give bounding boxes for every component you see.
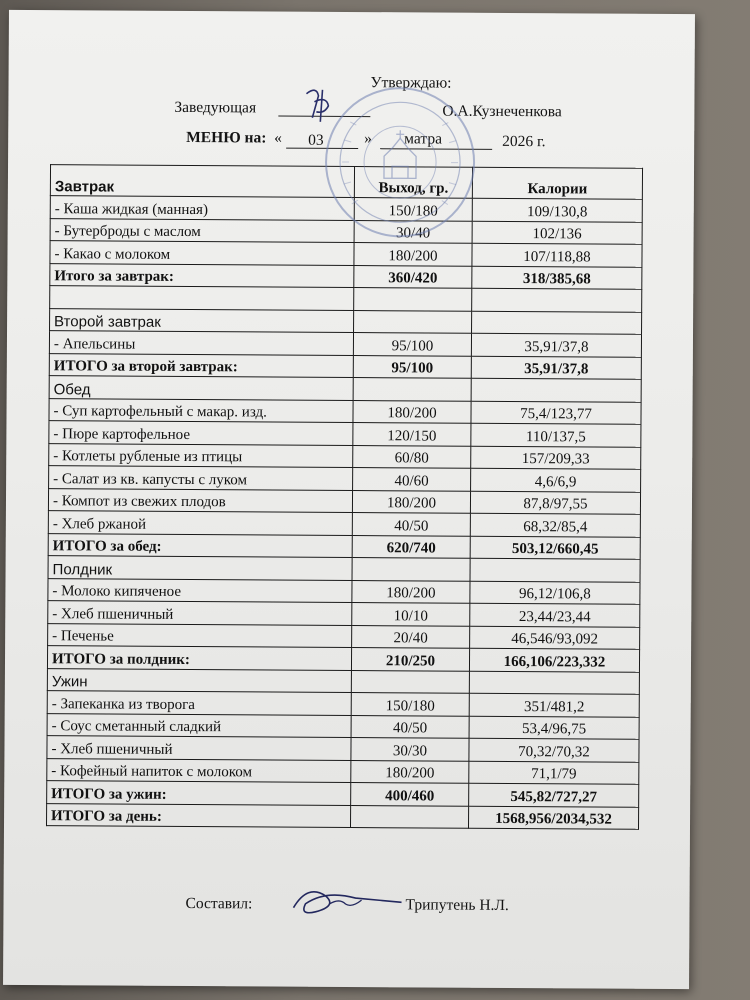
- calories-cell: 71,1/79: [469, 761, 639, 785]
- dish-name: - Пюре картофельное: [49, 421, 353, 445]
- head-label: Заведующая: [174, 98, 257, 117]
- dish-name: ИТОГО за ужин:: [47, 781, 351, 805]
- calories-cell: 110/137,5: [471, 423, 641, 447]
- calories-cell: 35,91/37,8: [471, 356, 641, 380]
- table-row: [48, 601, 640, 627]
- output-cell: 180/200: [351, 760, 469, 783]
- table-row: [47, 758, 639, 784]
- section-title: Завтрак: [50, 165, 354, 198]
- dish-name: - Хлеб ржаной: [48, 511, 352, 535]
- calories-cell: 46,546/93,092: [470, 626, 640, 650]
- calories-cell: [472, 311, 642, 335]
- output-cell: 95/100: [353, 355, 471, 378]
- menu-month: матра: [404, 130, 443, 148]
- dish-name: - Печенье: [48, 623, 352, 647]
- dish-name: - Хлеб пшеничный: [47, 736, 351, 760]
- table-row: [48, 511, 640, 537]
- output-cell: 360/420: [354, 265, 472, 288]
- section-row: [50, 308, 642, 334]
- output-cell: 180/200: [352, 490, 470, 513]
- output-cell: 40/50: [352, 513, 470, 536]
- output-cell: 180/200: [352, 580, 470, 603]
- menu-sheet: [3, 10, 695, 989]
- table-row: [49, 443, 641, 469]
- menu-label: МЕНЮ на:: [186, 128, 267, 147]
- dish-name: - Какао с молоком: [50, 241, 354, 265]
- total-row: [47, 803, 639, 829]
- dish-name: - Каша жидкая (манная): [50, 196, 354, 220]
- calories-cell: 157/209,33: [471, 446, 641, 470]
- dish-name: Итого за завтрак:: [50, 263, 354, 287]
- composed-label: Составил:: [185, 895, 253, 913]
- calories-cell: [472, 288, 642, 312]
- dish-name: ИТОГО за полдник:: [47, 646, 351, 670]
- dish-name: - Молоко кипяченое: [48, 578, 352, 602]
- output-cell: 620/740: [352, 535, 470, 558]
- section-title: Полдник: [48, 556, 352, 580]
- table-row: [48, 488, 640, 514]
- output-cell: 40/60: [353, 468, 471, 491]
- calories-cell: 68,32/85,4: [470, 513, 640, 537]
- calories-cell: 1568,956/2034,532: [468, 806, 638, 830]
- output-cell: 30/40: [354, 220, 472, 243]
- quote-open: «: [274, 129, 283, 147]
- output-cell: 10/10: [352, 603, 470, 626]
- dish-name: - Компот из свежих плодов: [48, 488, 352, 512]
- calories-cell: 351/481,2: [469, 693, 639, 717]
- output-cell: 40/50: [351, 715, 469, 738]
- calories-cell: 102/136: [472, 221, 642, 245]
- composer-signature: [285, 878, 405, 925]
- dish-name: - Хлеб пшеничный: [48, 601, 352, 625]
- menu-day: 03: [308, 131, 324, 149]
- composer-name: Трипутень Н.Л.: [405, 896, 509, 914]
- calories-cell: 4,6/6,9: [471, 468, 641, 492]
- dish-name: - Котлеты рубленые из птицы: [49, 443, 353, 467]
- table-row: [49, 398, 641, 424]
- table-row: [47, 736, 639, 762]
- table-row: [49, 421, 641, 447]
- dish-name: ИТОГО за день:: [47, 803, 351, 827]
- output-cell: 60/80: [353, 445, 471, 468]
- dish-name: [50, 286, 354, 310]
- table-row: [47, 713, 639, 739]
- output-cell: [354, 288, 472, 311]
- calories-cell: [471, 378, 641, 402]
- output-cell: 120/150: [353, 423, 471, 446]
- calories-cell: 87,8/97,55: [470, 491, 640, 515]
- output-cell: [354, 310, 472, 333]
- dish-name: - Салат из кв. капусты с луком: [49, 466, 353, 490]
- output-cell: 20/40: [352, 625, 470, 648]
- dish-name: - Кофейный напиток с молоком: [47, 758, 351, 782]
- calories-cell: [470, 558, 640, 582]
- dish-name: ИТОГО за обед:: [48, 533, 352, 557]
- table-row: [48, 578, 640, 604]
- table-row: [47, 691, 639, 717]
- table-row: [50, 241, 642, 267]
- total-row: [48, 533, 640, 559]
- output-cell: 210/250: [351, 648, 469, 671]
- menu-table-body: [47, 165, 643, 830]
- calories-cell: 318/385,68: [472, 266, 642, 290]
- official-stamp: [320, 82, 481, 243]
- calories-cell: [469, 671, 639, 695]
- output-cell: [352, 558, 470, 581]
- calories-cell: 503,12/660,45: [470, 536, 640, 560]
- output-cell: [350, 805, 468, 828]
- total-row: [47, 646, 639, 672]
- output-cell: 180/200: [354, 243, 472, 266]
- section-title: Обед: [49, 376, 353, 400]
- dish-name: - Апельсины: [49, 331, 353, 355]
- dish-name: - Запеканка из творога: [47, 691, 351, 715]
- output-cell: 150/180: [354, 198, 472, 221]
- column-header-calories: Калории: [472, 167, 642, 199]
- output-cell: 30/30: [351, 738, 469, 761]
- menu-year: 2026 г.: [502, 132, 546, 151]
- total-row: [47, 781, 639, 807]
- output-cell: 95/100: [353, 333, 471, 356]
- output-cell: 400/460: [351, 783, 469, 806]
- approve-label: Утверждаю:: [370, 74, 452, 92]
- calories-cell: 96,12/106,8: [470, 581, 640, 605]
- calories-cell: 166,106/223,332: [469, 648, 639, 672]
- total-row: [50, 263, 642, 289]
- calories-cell: 53,4/96,75: [469, 716, 639, 740]
- section-title: Ужин: [47, 668, 351, 692]
- output-cell: 180/200: [353, 400, 471, 423]
- menu-table: [46, 164, 643, 830]
- table-row: [49, 466, 641, 492]
- calories-cell: 107/118,88: [472, 243, 642, 267]
- output-cell: [353, 378, 471, 401]
- calories-cell: 545,82/727,27: [469, 783, 639, 807]
- output-cell: 150/180: [351, 693, 469, 716]
- dish-name: ИТОГО за второй завтрак:: [49, 353, 353, 377]
- calories-cell: 23,44/23,44: [470, 603, 640, 627]
- calories-cell: 75,4/123,77: [471, 401, 641, 425]
- calories-cell: 35,91/37,8: [471, 333, 641, 357]
- column-header-output: Выход, гр.: [354, 167, 472, 199]
- approver-name: О.А.Кузнеченкова: [442, 102, 562, 121]
- dish-name: - Суп картофельный с макар. изд.: [49, 398, 353, 422]
- output-cell: [351, 670, 469, 693]
- quote-close: »: [364, 130, 373, 148]
- calories-cell: 70,32/70,32: [469, 738, 639, 762]
- dish-name: - Бутерброды с маслом: [50, 218, 354, 242]
- calories-cell: 109/130,8: [472, 198, 642, 222]
- dish-name: - Соус сметанный сладкий: [47, 713, 351, 737]
- section-title: Второй завтрак: [50, 308, 354, 332]
- total-row: [49, 353, 641, 379]
